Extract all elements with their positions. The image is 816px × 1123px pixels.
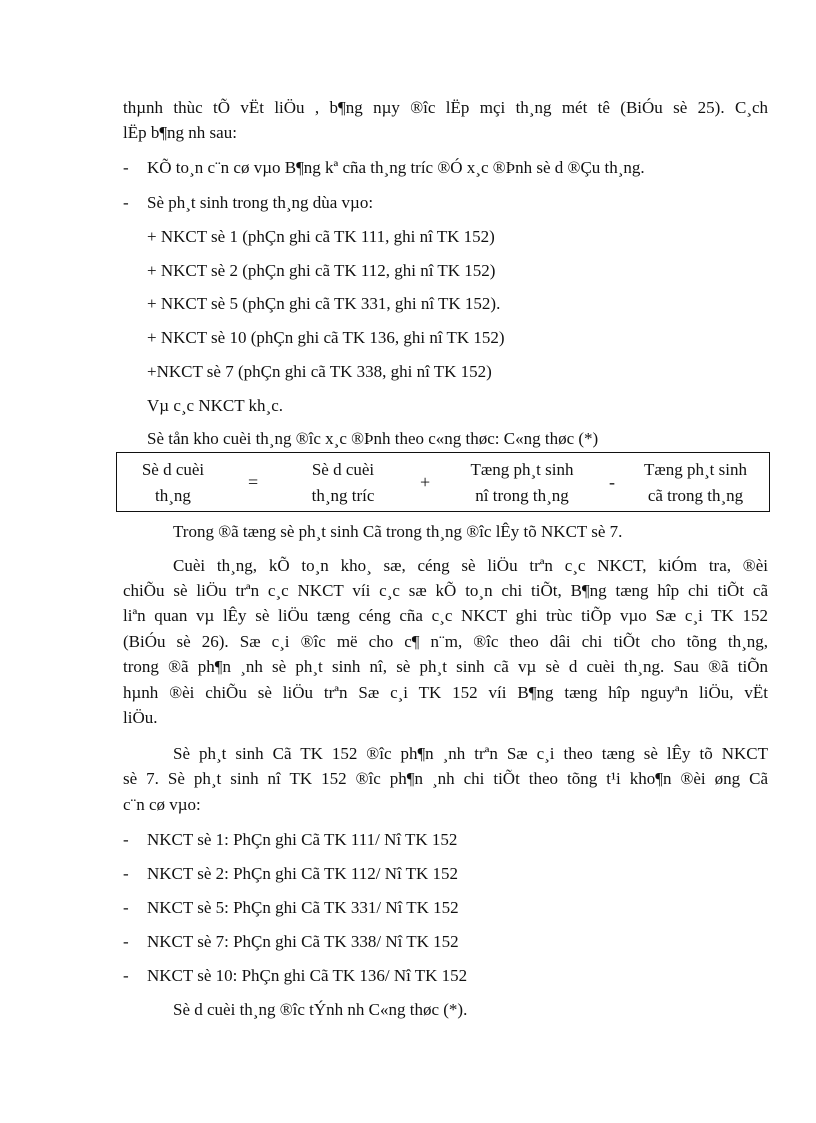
formula-term-2-line-2: th¸ng tríc [311, 486, 375, 505]
formula-term-1-line-1: Sè d cuèi [141, 460, 205, 479]
bullet-item: NKCT sè 5: PhÇn ghi Cã TK 331/ Nî TK 152 [147, 898, 459, 917]
sub-item: +NKCT sè 7 (phÇn ghi cã TK 338, ghi nî TK 152) [147, 362, 492, 381]
bullet-item: NKCT sè 10: PhÇn ghi Cã TK 136/ Nî TK 152 [147, 966, 468, 985]
bullet-dash: - [123, 193, 129, 212]
formula-term-4-line-1: Tæng ph¸t sinh [644, 460, 747, 479]
closing-line: Sè d cuèi th¸ng ®îc tÝnh nh C«ng thøc (*). [173, 1000, 468, 1019]
paragraph-3-line: liÖu. [123, 708, 158, 727]
bullet-dash: - [123, 932, 129, 951]
bullet-item: KÕ to¸n c¨n cø vµo B¶ng kª cña th¸ng tríc ®Ó x¸c ®Þnh sè d ®Çu th¸ng. [147, 158, 645, 177]
paragraph-3-line: liªn quan vµ lÊy sè liÖu tæng céng cña c¸c NKCT ghi trùc tiÕp vµo Sæ c¸i TK 152 [123, 606, 768, 625]
paragraph-3-line: hµnh ®èi chiÕu sè liÖu trªn Sæ c¸i TK 152 víi B¶ng tæng hîp nguyªn liÖu, vËt [123, 683, 768, 702]
formula-operator-plus: + [420, 472, 431, 492]
paragraph-4-line: sè 7. Sè ph¸t sinh nî TK 152 ®îc ph¶n ¸nh chi tiÕt theo tõng t¹i kho¶n ®èi øng Cã [123, 769, 768, 788]
sub-item: + NKCT sè 2 (phÇn ghi cã TK 112, ghi nî TK 152) [147, 261, 496, 280]
formula-intro: Sè tån kho cuèi th¸ng ®îc x¸c ®Þnh theo c«ng thøc: C«ng thøc (*) [147, 429, 599, 448]
formula-term-2-line-1: Sè d cuèi [311, 460, 375, 479]
bullet-dash: - [123, 898, 129, 917]
paragraph-4-line: Sè ph¸t sinh Cã TK 152 ®îc ph¶n ¸nh trªn Sæ c¸i theo tæng sè lÊy tõ NKCT [173, 744, 768, 763]
paragraph-2: Trong ®ã tæng sè ph¸t sinh Cã trong th¸ng ®îc lÊy tõ NKCT sè 7. [173, 522, 623, 541]
paragraph-3-line: trong ®ã ph¶n ¸nh sè ph¸t sinh nî, sè ph¸t sinh cã vµ sè d cuèi th¸ng. Sau ®ã tiÕn [123, 657, 768, 676]
formula-term-1-line-2: th¸ng [155, 486, 191, 505]
formula-term-4-line-2: cã trong th¸ng [647, 486, 744, 505]
bullet-dash: - [123, 830, 129, 849]
bullet-dash: - [123, 966, 129, 985]
paragraph-3-line: chiÕu sè liÖu trªn c¸c NKCT víi c¸c sæ kÕ to¸n chi tiÕt, B¶ng tæng hîp chi tiÕt cã [123, 581, 768, 600]
bullet-dash: - [123, 158, 129, 177]
formula-box [116, 452, 770, 512]
bullet-item: NKCT sè 2: PhÇn ghi Cã TK 112/ Nî TK 152 [147, 864, 459, 883]
bullet-dash: - [123, 864, 129, 883]
sub-item: + NKCT sè 5 (phÇn ghi cã TK 331, ghi nî TK 152). [147, 294, 501, 313]
formula-term-3-line-2: nî trong th¸ng [475, 486, 569, 505]
sub-item: Vµ c¸c NKCT kh¸c. [147, 396, 283, 415]
paragraph-3-line: (BiÓu sè 26). Sæ c¸i ®îc më cho c¶ n¨m, ®îc theo dâi chi tiÕt cho tõng th¸ng, [123, 632, 768, 651]
paragraph-4-line: c¨n cø vµo: [123, 795, 201, 814]
sub-item: + NKCT sè 10 (phÇn ghi cã TK 136, ghi nî TK 152) [147, 328, 505, 347]
bullet-item: NKCT sè 7: PhÇn ghi Cã TK 338/ Nî TK 152 [147, 932, 459, 951]
bullet-item: Sè ph¸t sinh trong th¸ng dùa vµo: [147, 193, 374, 212]
formula-term-3-line-1: Tæng ph¸t sinh [470, 460, 574, 479]
formula-operator-minus: - [609, 472, 615, 492]
paragraph-1-line-1: thµnh thùc tÕ vËt liÖu , b¶ng nµy ®îc lËp mçi th¸ng mét tê (BiÓu sè 25). C¸ch [123, 98, 768, 117]
paragraph-1-line-2: lËp b¶ng nh sau: [123, 123, 237, 142]
formula-operator-equals: = [248, 472, 259, 492]
sub-item: + NKCT sè 1 (phÇn ghi cã TK 111, ghi nî TK 152) [147, 227, 495, 246]
paragraph-3-line: Cuèi th¸ng, kÕ to¸n kho¸ sæ, céng sè liÖu trªn c¸c NKCT, kiÓm tra, ®èi [173, 556, 768, 575]
bullet-item: NKCT sè 1: PhÇn ghi Cã TK 111/ Nî TK 152 [147, 830, 458, 849]
